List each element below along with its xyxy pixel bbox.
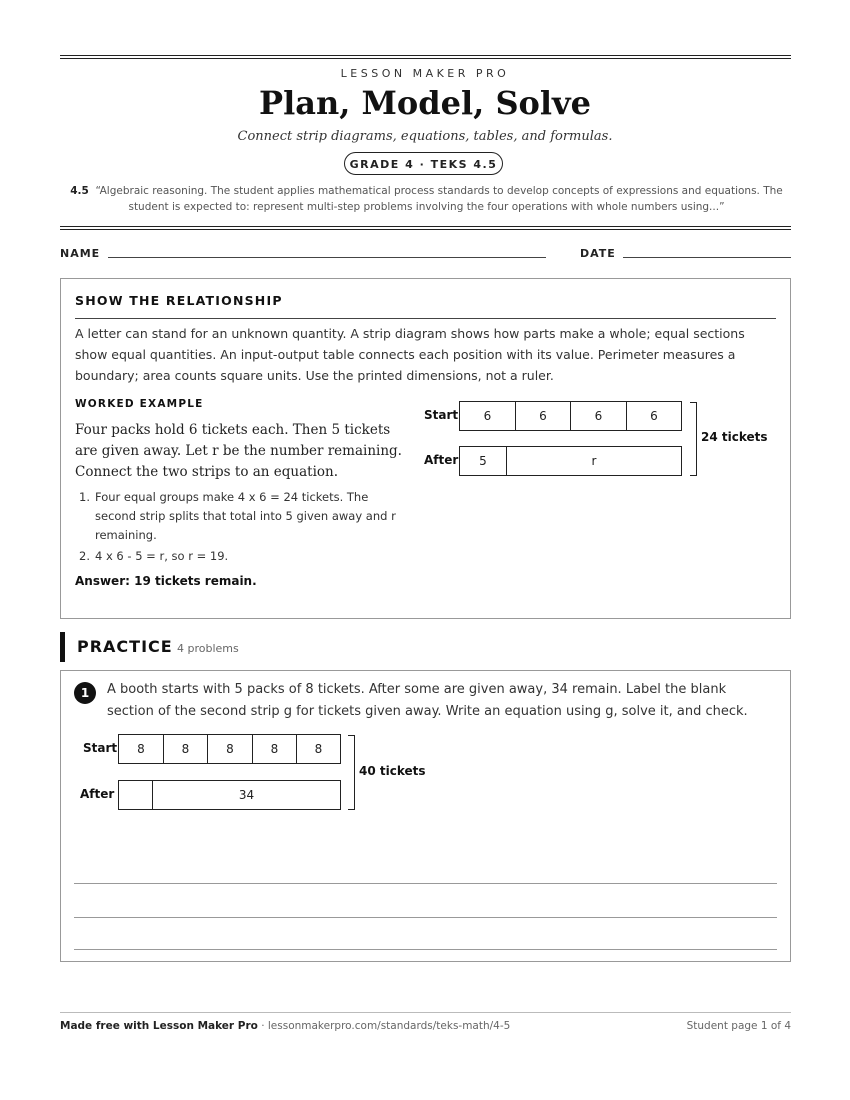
name-label: NAME — [60, 247, 101, 260]
step-item — [79, 547, 409, 566]
problem-number: 1 — [74, 682, 96, 704]
footer-page-number: Student page 1 of 4 — [686, 1020, 791, 1032]
after-strip — [459, 446, 682, 476]
standard-code: 4.5 — [70, 185, 89, 197]
worked-example-problem: Four packs hold 6 tickets each. Then 5 tickets are given away. Let r be the number remaining. Connect the two strips to an equation. — [75, 422, 402, 480]
strip-cell: 8 — [119, 735, 164, 763]
answer-line[interactable] — [74, 949, 777, 950]
strip-cell: 8 — [208, 735, 253, 763]
answer-line[interactable] — [74, 917, 777, 918]
step-number: 2. — [79, 549, 90, 563]
answer-line[interactable] — [74, 883, 777, 884]
strip-cell: 6 — [516, 402, 571, 430]
strip-cell: r — [591, 454, 597, 468]
worked-example-steps — [79, 488, 409, 566]
strip-cell: 8 — [314, 742, 323, 756]
strip-cell: 34 — [238, 788, 255, 802]
brand-eyebrow: LESSON MAKER PRO — [340, 67, 510, 80]
header-bottom-rule — [60, 226, 791, 227]
page-title: Plan, Model, Solve — [259, 84, 591, 122]
practice-heading: PRACTICE — [77, 637, 173, 656]
footer-rule — [60, 1012, 791, 1013]
strip-cell-blank[interactable] — [119, 781, 153, 809]
strip-cell: 8 — [164, 735, 208, 763]
strip-after-label: After — [424, 453, 459, 467]
strip-start-label: Start — [83, 741, 118, 755]
practice-accent-bar — [60, 632, 65, 662]
strip-cell: 6 — [571, 402, 627, 430]
worked-example-answer: Answer: 19 tickets remain. — [75, 574, 257, 588]
header-bottom-rule-inner — [60, 229, 791, 230]
top-rule — [60, 55, 791, 56]
strip-start-label: Start — [424, 408, 459, 422]
footer-made-with: Made free with Lesson Maker Pro — [60, 1020, 258, 1032]
relationship-intro: A letter can stand for an unknown quantity. A strip diagram shows how parts make a whole; equal sections show equal quantities. An input-output table connects each position with its value. Perimeter measures a boundary; area counts square units. Use the printed dimensions, not a ruler. — [75, 326, 745, 383]
footer-credit — [60, 1020, 510, 1032]
date-label: DATE — [580, 247, 616, 260]
standard-text: “Algebraic reasoning. The student applies mathematical process standards to develop concepts of expressions and equations. The student is expected to: represent multi-step problems involving the four operations with whole numbers using...” — [95, 185, 783, 213]
date-field[interactable] — [623, 257, 791, 258]
worked-example-label: WORKED EXAMPLE — [75, 398, 204, 410]
start-strip — [459, 401, 682, 431]
relationship-heading: SHOW THE RELATIONSHIP — [75, 293, 283, 308]
step-number: 1. — [79, 490, 90, 504]
footer-url[interactable]: · lessonmakerpro.com/standards/teks-math/4-5 — [257, 1020, 511, 1032]
after-strip — [118, 780, 341, 810]
standard-statement — [63, 183, 790, 215]
total-bracket — [690, 402, 697, 476]
strip-after-label: After — [80, 787, 115, 801]
strip-cell: 6 — [650, 409, 658, 423]
strip-cell: 8 — [253, 735, 297, 763]
name-field[interactable] — [108, 257, 546, 258]
practice-count: 4 problems — [177, 642, 239, 655]
step-item — [79, 488, 409, 545]
total-bracket — [348, 735, 355, 810]
strip-cell: 5 — [460, 447, 507, 475]
strip-cell: 6 — [460, 402, 516, 430]
relationship-heading-rule — [75, 318, 776, 319]
strip-total-label: 24 tickets — [701, 430, 768, 444]
step-text: Four equal groups make 4 x 6 = 24 tickets. The second strip splits that total into 5 given away and r remaining. — [95, 490, 396, 542]
grade-badge: GRADE 4 · TEKS 4.5 — [344, 152, 503, 175]
page-subtitle: Connect strip diagrams, equations, tables, and formulas. — [237, 129, 613, 144]
step-text: 4 x 6 - 5 = r, so r = 19. — [95, 549, 229, 563]
top-rule-inner — [60, 58, 791, 59]
problem-text: A booth starts with 5 packs of 8 tickets. After some are given away, 34 remain. Label the blank section of the second strip g for tickets given away. Write an equation using g, solve it, and check. — [107, 682, 748, 719]
strip-total-label: 40 tickets — [359, 764, 426, 778]
start-strip — [118, 734, 341, 764]
